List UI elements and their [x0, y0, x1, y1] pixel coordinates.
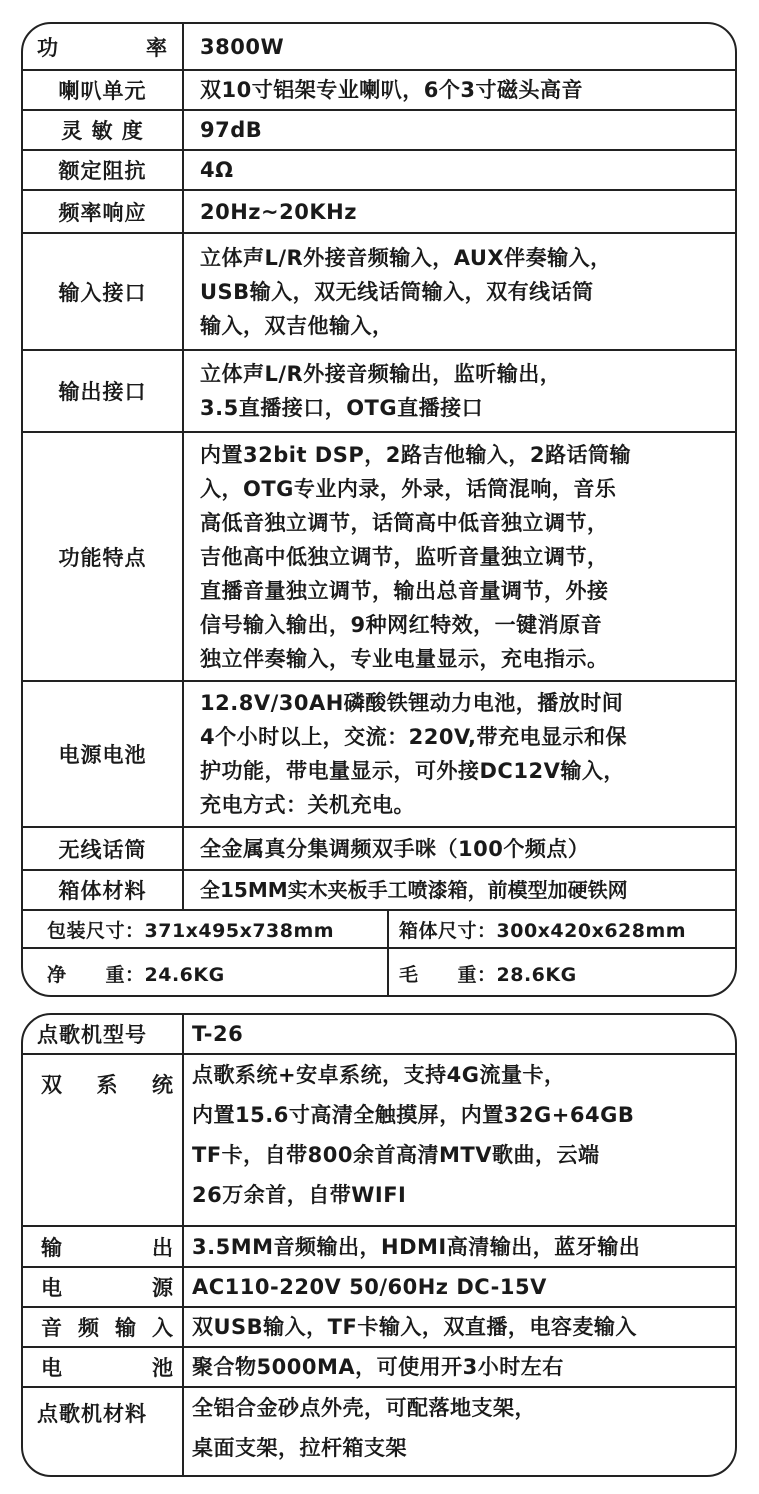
spec-line: 立体声L/R外接音频输出，监听输出， — [200, 362, 562, 386]
spec-line: 信号输入输出，9种网红特效，一键消原音 — [200, 612, 603, 637]
player-label — [23, 1268, 184, 1306]
player-line: TF卡，自带800余首高清MTV歌曲，云端 — [192, 1143, 600, 1167]
player-value: 3.5MM音频输出，HDMI高清输出，蓝牙输出 — [192, 1234, 641, 1259]
spec-line: USB输入，双无线话筒输入，双有线话筒 — [200, 279, 594, 304]
spec-value: 双10寸铝架专业喇叭，6个3寸磁头高音 — [200, 78, 583, 102]
spec-line: 3.5直播接口，OTG直播接口 — [200, 396, 484, 420]
spec-row-sensitivity — [23, 111, 735, 151]
spec-value: 20Hz~20KHz — [200, 199, 357, 224]
player-row-material — [23, 1388, 735, 1475]
label-char: 率 — [146, 35, 168, 60]
player-row-power — [23, 1268, 735, 1308]
label-char: 系 — [96, 1073, 119, 1097]
spec-row-features — [23, 433, 735, 682]
label-char: 输 — [41, 1235, 63, 1260]
player-value: 聚合物5000MA，可使用开3小时左右 — [192, 1355, 564, 1379]
spec-line: 独立伴奏输入，专业电量显示，充电指示。 — [200, 646, 609, 671]
label-char: 源 — [152, 1276, 174, 1300]
spec-line: 输入，双吉他输入， — [200, 313, 394, 338]
pack-size: 包装尺寸：371x495x738mm — [23, 911, 389, 947]
spec-line: 高低音独立调节，话筒高中低音独立调节， — [200, 510, 609, 535]
player-row-audio-input — [23, 1308, 735, 1348]
label-char: 入 — [152, 1316, 174, 1340]
player-label: 点歌机型号 — [23, 1015, 184, 1053]
spec-line: 充电方式：关机充电。 — [200, 793, 415, 817]
spec-row-impedance — [23, 151, 735, 191]
spec-label: 灵 敏 度 — [23, 111, 184, 149]
spec-value — [184, 433, 735, 680]
label-char: 池 — [152, 1356, 174, 1380]
net-weight: 净 重：24.6KG — [23, 949, 389, 997]
karaoke-player-table — [21, 1013, 737, 1477]
spec-value: 全15MM实木夹板手工喷漆箱，前模型加硬铁网 — [200, 878, 628, 902]
spec-row-mic — [23, 828, 735, 871]
player-value: T-26 — [192, 1022, 244, 1046]
box-size: 箱体尺寸：300x420x628mm — [399, 919, 687, 942]
spec-row-output — [23, 351, 735, 433]
label-char: 双 — [41, 1073, 63, 1097]
spec-label: 无线话筒 — [23, 828, 184, 869]
label-char: 电 — [41, 1356, 63, 1380]
spec-line: 12.8V/30AH磷酸铁锂动力电池，播放时间 — [200, 691, 624, 715]
player-line: 全铝合金砂点外壳，可配落地支架， — [192, 1396, 536, 1420]
player-row-system — [23, 1055, 735, 1227]
player-line: 桌面支架，拉杆箱支架 — [192, 1436, 407, 1460]
spec-line: 护功能，带电量显示，可外接DC12V输入， — [200, 759, 625, 783]
player-value — [184, 1055, 735, 1225]
spec-label: 额定阻抗 — [23, 151, 184, 189]
label-char: 统 — [152, 1073, 174, 1097]
spec-label: 输入接口 — [23, 234, 184, 349]
spec-line: 直播音量独立调节，输出总音量调节，外接 — [200, 578, 609, 603]
spec-value: 全金属真分集调频双手咪（100个频点） — [200, 836, 590, 861]
spec-value: 97dB — [200, 118, 263, 142]
spec-row-input — [23, 234, 735, 351]
spec-line: 立体声L/R外接音频输入，AUX伴奏输入， — [200, 245, 612, 270]
spec-line: 入，OTG专业内录，外录，话筒混响，音乐 — [200, 476, 617, 501]
label-char: 电 — [41, 1276, 63, 1300]
spec-row-weights — [23, 949, 735, 997]
spec-line: 4个小时以上，交流：220V,带充电显示和保 — [200, 725, 627, 749]
spec-label: 频率响应 — [23, 191, 184, 232]
spec-line: 内置32bit DSP，2路吉他输入，2路话筒输 — [200, 442, 631, 467]
spec-label: 输出接口 — [23, 351, 184, 431]
player-line: 点歌系统+安卓系统，支持4G流量卡， — [192, 1063, 566, 1087]
spec-value — [184, 682, 735, 826]
spec-value — [184, 351, 735, 431]
label-char: 出 — [152, 1235, 174, 1260]
gross-weight: 毛 重：28.6KG — [399, 963, 577, 986]
spec-row-frequency — [23, 191, 735, 234]
player-row-battery — [23, 1348, 735, 1388]
player-label — [23, 1227, 184, 1266]
spec-value — [184, 234, 735, 349]
player-row-model — [23, 1015, 735, 1055]
spec-row-power — [23, 24, 735, 71]
spec-line: 吉他高中低独立调节，监听音量独立调节， — [200, 544, 609, 569]
spec-row-sizes — [23, 911, 735, 949]
player-value — [184, 1388, 735, 1475]
spec-value: 3800W — [200, 34, 285, 59]
spec-row-battery — [23, 682, 735, 828]
label-char: 输 — [115, 1316, 137, 1340]
spec-label — [23, 24, 184, 69]
player-value: 双USB输入，TF卡输入，双直播，电容麦输入 — [192, 1315, 637, 1339]
player-label — [23, 1308, 184, 1346]
player-line: 内置15.6寸高清全触摸屏，内置32G+64GB — [192, 1103, 635, 1127]
label-char: 频 — [78, 1316, 100, 1340]
player-value: AC110-220V 50/60Hz DC-15V — [192, 1275, 547, 1299]
spec-label: 箱体材料 — [23, 871, 184, 909]
spec-value: 4Ω — [200, 158, 234, 182]
player-label: 点歌机材料 — [23, 1388, 184, 1475]
spec-label: 喇叭单元 — [23, 71, 184, 109]
player-label — [23, 1055, 184, 1225]
spec-row-material — [23, 871, 735, 911]
player-row-output — [23, 1227, 735, 1268]
label-char: 音 — [41, 1316, 63, 1340]
spec-row-speaker-unit — [23, 71, 735, 111]
spec-label: 功能特点 — [23, 433, 184, 680]
spec-label: 电源电池 — [23, 682, 184, 826]
label-char: 功 — [37, 35, 59, 60]
speaker-spec-table — [21, 22, 737, 997]
player-label — [23, 1348, 184, 1386]
player-line: 26万余首，自带WIFI — [192, 1183, 407, 1207]
